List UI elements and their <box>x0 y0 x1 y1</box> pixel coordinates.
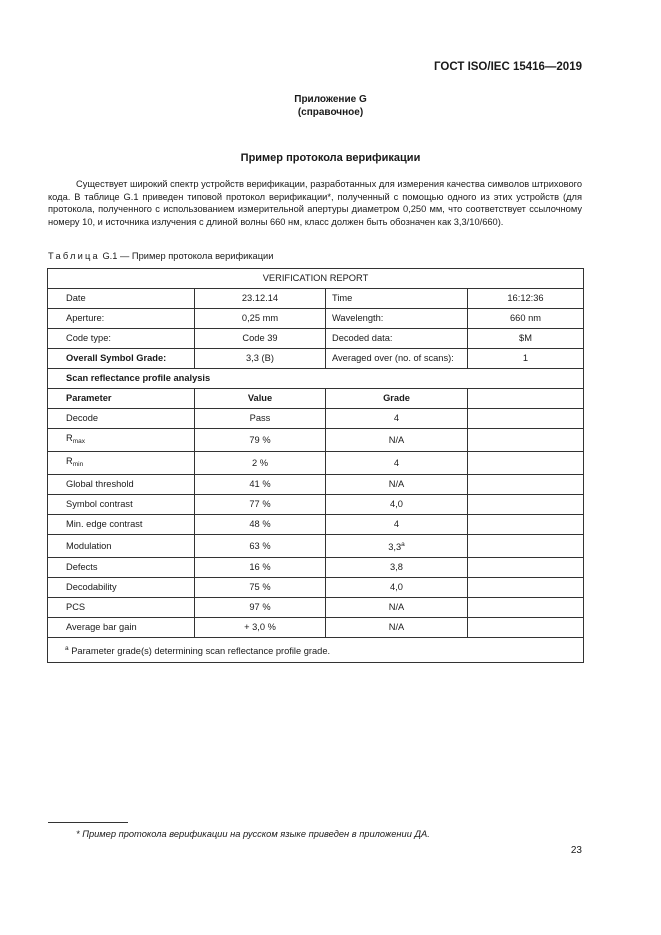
grade-value: 3,3 <box>388 542 402 552</box>
column-header-row <box>48 389 584 409</box>
empty-cell <box>468 558 584 578</box>
parameter-name: Decodability <box>66 582 117 592</box>
empty-cell <box>468 495 584 515</box>
parameter-cell <box>48 515 195 535</box>
grade-value: 4 <box>393 519 400 529</box>
parameter-cell <box>48 598 195 618</box>
value-cell: 16 % <box>195 558 326 578</box>
grade-cell <box>326 495 468 515</box>
value-cell: 77 % <box>195 495 326 515</box>
grade-cell <box>326 409 468 429</box>
parameter-name: Min. edge contrast <box>66 519 143 529</box>
footnote-text: Пример протокола верификации на русском языке приведен в приложении ДА. <box>82 829 430 839</box>
parameter-cell <box>48 578 195 598</box>
info-value: 3,3 (B) <box>195 349 326 369</box>
value-cell: 97 % <box>195 598 326 618</box>
parameter-cell <box>48 475 195 495</box>
info-label: Averaged over (no. of scans): <box>326 349 468 369</box>
info-row <box>48 329 584 349</box>
empty-cell <box>468 475 584 495</box>
note-row <box>48 638 584 663</box>
appendix-heading <box>0 93 661 119</box>
parameter-name: Modulation <box>66 540 112 551</box>
footnote-marker: * <box>76 829 80 839</box>
table-row <box>48 409 584 429</box>
info-label: Time <box>326 289 468 309</box>
parameter-name: R <box>66 433 73 443</box>
grade-cell <box>326 475 468 495</box>
report-title: VERIFICATION REPORT <box>48 269 584 289</box>
info-label: Code type: <box>48 329 195 349</box>
empty-cell <box>468 598 584 618</box>
parameter-cell <box>48 618 195 638</box>
value-cell: 41 % <box>195 475 326 495</box>
info-label: Overall Symbol Grade: <box>48 349 195 369</box>
info-row <box>48 289 584 309</box>
grade-value: 4 <box>393 457 400 468</box>
grade-cell <box>326 558 468 578</box>
parameter-cell <box>48 535 195 558</box>
empty-cell <box>468 409 584 429</box>
footnote-divider <box>48 822 128 823</box>
empty-cell <box>468 535 584 558</box>
value-cell: 75 % <box>195 578 326 598</box>
parameter-cell <box>48 495 195 515</box>
parameter-name: Average bar gain <box>66 622 137 632</box>
grade-value: N/A <box>388 434 405 445</box>
empty-cell <box>468 578 584 598</box>
empty-cell <box>468 618 584 638</box>
parameter-cell <box>48 429 195 452</box>
info-value: $M <box>468 329 584 349</box>
parameter-subscript: max <box>72 438 85 445</box>
grade-cell <box>326 618 468 638</box>
table-row <box>48 495 584 515</box>
report-title-row <box>48 269 584 289</box>
grade-value: 4,0 <box>390 582 403 592</box>
grade-cell <box>326 535 468 558</box>
table-row <box>48 475 584 495</box>
verification-report-table <box>47 268 584 663</box>
info-value: Code 39 <box>195 329 326 349</box>
value-cell: 79 % <box>195 429 326 452</box>
info-value: 1 <box>468 349 584 369</box>
report-body <box>48 269 584 663</box>
table-row <box>48 452 584 475</box>
value-cell: Pass <box>195 409 326 429</box>
grade-value: N/A <box>388 602 405 612</box>
table-caption-number: G.1 — Пример протокола верификации <box>102 251 274 261</box>
grade-value: 4,0 <box>390 499 403 509</box>
table-row <box>48 578 584 598</box>
standard-header: ГОСТ ISO/IEC 15416—2019 <box>434 61 582 73</box>
grade-cell <box>326 578 468 598</box>
parameter-name: PCS <box>66 602 86 612</box>
table-row <box>48 598 584 618</box>
page-number: 23 <box>570 845 582 856</box>
info-value: 23.12.14 <box>195 289 326 309</box>
table-row <box>48 618 584 638</box>
table-row <box>48 535 584 558</box>
parameter-name: Global threshold <box>66 479 134 489</box>
info-label: Date <box>48 289 195 309</box>
info-label: Wavelength: <box>326 309 468 329</box>
grade-value: 4 <box>393 413 400 423</box>
section-title: Пример протокола верификации <box>240 152 421 164</box>
column-header-value: Value <box>195 389 326 409</box>
parameter-subscript: min <box>72 461 84 468</box>
appendix-subtitle: (справочное) <box>297 107 364 118</box>
parameter-cell <box>48 558 195 578</box>
table-caption-label: Таблица <box>48 251 100 261</box>
table-caption <box>48 251 273 261</box>
section-row <box>48 369 584 389</box>
column-header-parameter: Parameter <box>48 389 195 409</box>
grade-cell <box>326 452 468 475</box>
empty-cell <box>468 452 584 475</box>
grade-note-marker: a <box>401 541 405 548</box>
grade-cell <box>326 515 468 535</box>
table-row <box>48 515 584 535</box>
appendix-title: Приложение G <box>294 94 367 105</box>
value-cell: + 3,0 % <box>195 618 326 638</box>
parameter-cell <box>48 409 195 429</box>
info-value: 660 nm <box>468 309 584 329</box>
info-row <box>48 349 584 369</box>
note-text: Parameter grade(s) determining scan reflectance profile grade. <box>71 646 331 656</box>
grade-value: N/A <box>388 622 405 632</box>
info-label: Decoded data: <box>326 329 468 349</box>
value-cell: 63 % <box>195 535 326 558</box>
footnote <box>76 829 430 839</box>
info-value: 0,25 mm <box>195 309 326 329</box>
parameter-cell <box>48 452 195 475</box>
table-note <box>48 638 584 663</box>
grade-cell <box>326 429 468 452</box>
empty-cell <box>468 389 584 409</box>
value-cell: 48 % <box>195 515 326 535</box>
intro-paragraph <box>48 178 582 228</box>
note-marker: a <box>65 645 69 652</box>
intro-text: Существует широкий спектр устройств верификации, разработанных для измерения качества символов штрихового кода. В таблице G.1 приведен типовой протокол верификации*, полученный с помощью одного из этих устройств (для протокола, полученного с использованием измерительной апертуры диаметром 0,250 мм, что соответствует ссылочному номеру 10, и источника излучения с длиной волны 660 нм, класс должен быть обозначен как 3,3/10/660). <box>48 179 582 227</box>
column-header-grade: Grade <box>326 389 468 409</box>
info-value: 16:12:36 <box>468 289 584 309</box>
parameter-name: Defects <box>66 562 98 572</box>
parameter-name: R <box>66 456 73 466</box>
table-row <box>48 429 584 452</box>
parameter-name: Symbol contrast <box>66 499 133 509</box>
parameter-name: Decode <box>66 413 99 423</box>
grade-value: N/A <box>388 479 405 489</box>
info-row <box>48 309 584 329</box>
grade-value: 3,8 <box>390 562 403 572</box>
section-label: Scan reflectance profile analysis <box>48 369 584 389</box>
grade-cell <box>326 598 468 618</box>
table-row <box>48 558 584 578</box>
empty-cell <box>468 515 584 535</box>
empty-cell <box>468 429 584 452</box>
info-label: Aperture: <box>48 309 195 329</box>
value-cell: 2 % <box>195 452 326 475</box>
